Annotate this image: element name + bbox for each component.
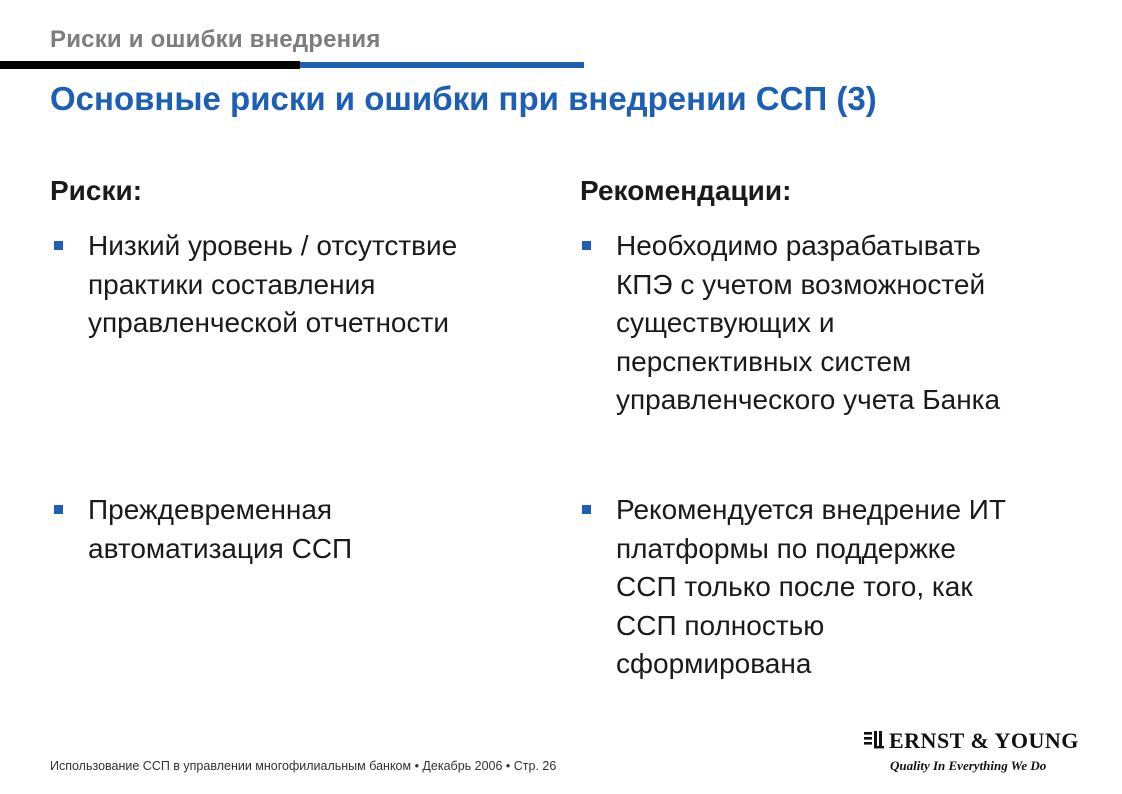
ey-bars-icon [864,731,886,749]
header-rule-black [0,61,300,69]
section-title: Риски и ошибки внедрения [50,26,381,53]
risk-item-2-text: Преждевременная автоматизация ССП [88,494,353,564]
recommendation-item-2-text: Рекомендуется внедрение ИТ платформы по поддержке ССП только после того, как ССП полностью сформирована [616,494,1007,679]
bullet-square-icon [54,241,63,250]
risks-heading: Риски: [50,175,143,206]
recommendations-heading: Рекомендации: [580,175,792,206]
logo-tagline: Quality In Everything We Do [890,758,1047,773]
recommendation-item-1-text: Необходимо разрабатывать КПЭ с учетом возможностей существующих и перспективных систем управленческого учета Банка [616,230,1001,415]
logo-name: ERNST & YOUNG [889,728,1079,753]
bullet-square-icon [582,241,591,250]
ernst-young-logo [864,728,1094,778]
bullet-square-icon [54,505,63,514]
bullet-square-icon [582,505,591,514]
header-rule-blue [300,62,584,68]
risk-item-1-text: Низкий уровень / отсутствие практики составления управленческой отчетности [88,230,458,338]
footer-text: Использование ССП в управлении многофилиальным банком • Декабрь 2006 • Стр. 26 [50,759,557,773]
slide-title: Основные риски и ошибки при внедрении ССП (3) [50,80,877,117]
